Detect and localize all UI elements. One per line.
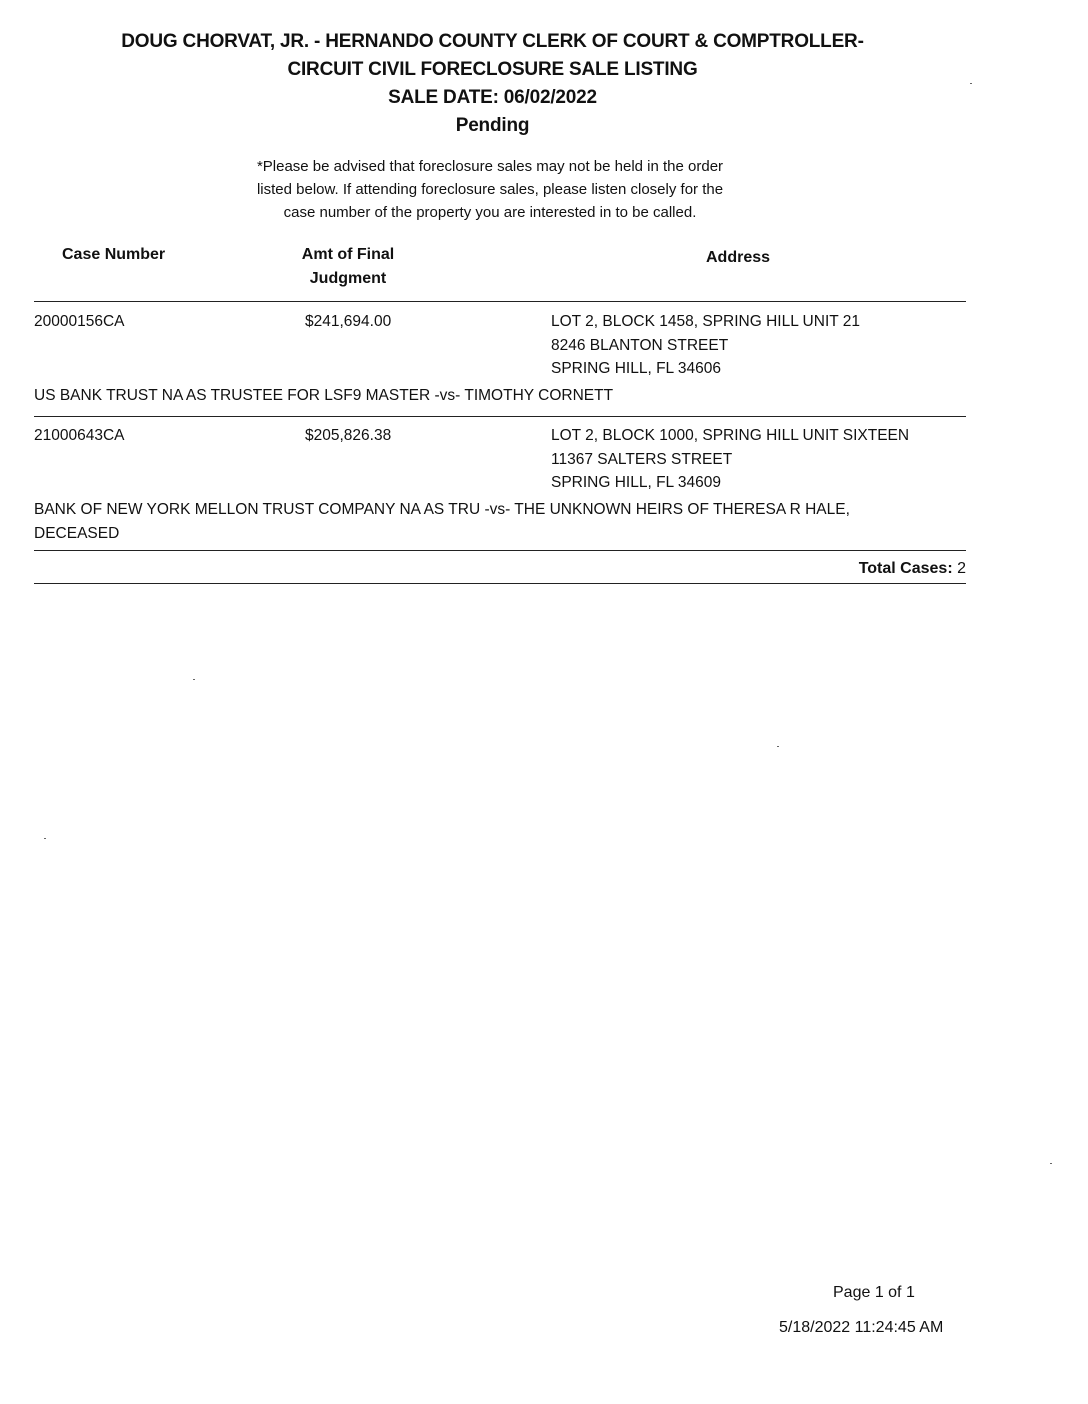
address-line: 11367 SALTERS STREET [551, 450, 733, 468]
scan-speck [193, 679, 195, 680]
status-title: Pending [455, 115, 530, 136]
total-cases [859, 560, 966, 578]
header-divider [34, 301, 966, 302]
row-divider [34, 550, 966, 551]
column-header-amount-line2: Judgment [309, 270, 387, 287]
case-parties: US BANK TRUST NA AS TRUSTEE FOR LSF9 MASTER -vs- TIMOTHY CORNETT [34, 387, 614, 404]
notice-line: *Please be advised that foreclosure sales may not be held in the order [256, 158, 724, 175]
total-cases-label: Total Cases: [858, 560, 953, 577]
footer-divider [34, 583, 966, 584]
column-header-amount-line1: Amt of Final [301, 246, 395, 263]
column-header-amount [298, 243, 398, 291]
scan-speck [777, 746, 779, 747]
print-timestamp: 5/18/2022 11:24:45 AM [779, 1319, 944, 1336]
property-address [551, 424, 909, 495]
clerk-title: DOUG CHORVAT, JR. - HERNANDO COUNTY CLERK OF COURT & COMPTROLLER- [121, 31, 864, 52]
listing-title: CIRCUIT CIVIL FORECLOSURE SALE LISTING [287, 59, 698, 80]
judgment-amount: $241,694.00 [305, 313, 392, 330]
row-divider [34, 416, 966, 417]
address-line: SPRING HILL, FL 34609 [551, 474, 722, 491]
scan-speck [970, 83, 972, 84]
judgment-amount: $205,826.38 [305, 427, 392, 444]
address-line: 8246 BLANTON STREET [551, 336, 729, 354]
address-line: LOT 2, BLOCK 1000, SPRING HILL UNIT SIXTEEN [551, 427, 910, 444]
notice-line: case number of the property you are interested in to be called. [283, 204, 697, 221]
column-header-case-number: Case Number [62, 246, 166, 263]
property-address [551, 310, 860, 381]
sale-date: SALE DATE: 06/02/2022 [388, 87, 597, 108]
scan-speck [1050, 1163, 1052, 1164]
column-header-address: Address [706, 249, 771, 266]
case-parties: BANK OF NEW YORK MELLON TRUST COMPANY NA AS TRU -vs- THE UNKNOWN HEIRS OF THERESA R HALE, DECEASED [34, 501, 850, 542]
page-number: Page 1 of 1 [833, 1284, 915, 1301]
case-number: 20000156CA [34, 313, 125, 330]
case-number: 21000643CA [34, 427, 125, 444]
address-line: SPRING HILL, FL 34606 [551, 360, 722, 377]
scan-speck [44, 838, 46, 839]
advisory-notice [190, 155, 790, 224]
address-line: LOT 2, BLOCK 1458, SPRING HILL UNIT 21 [551, 313, 860, 330]
notice-line: listed below. If attending foreclosure sales, please listen closely for the [256, 181, 724, 198]
total-cases-value: 2 [957, 560, 966, 577]
